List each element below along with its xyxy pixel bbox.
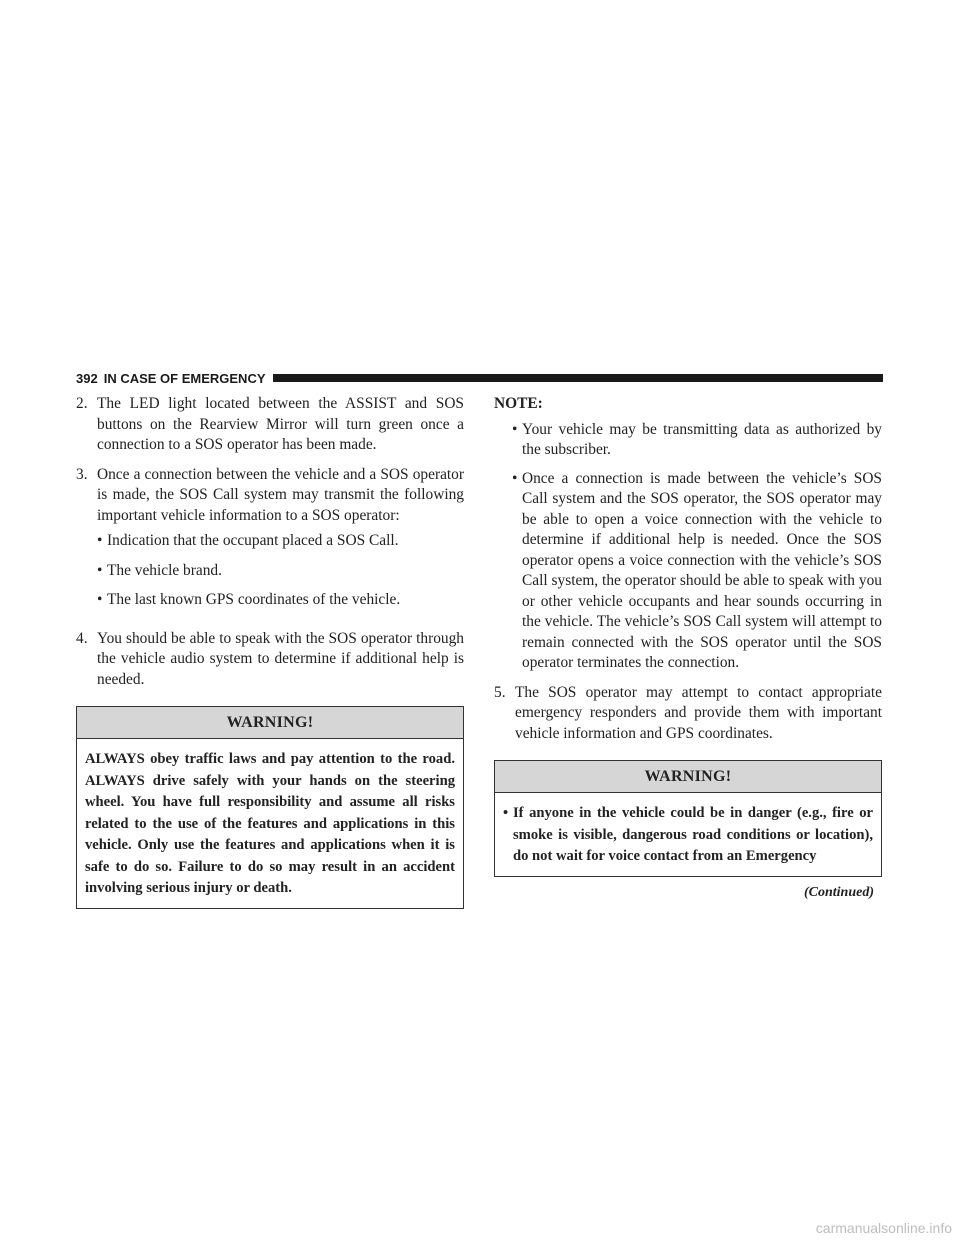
warning-title: WARNING! xyxy=(495,761,881,793)
list-item: • The vehicle brand. xyxy=(97,561,464,582)
warning-text: If anyone in the vehicle could be in danger (e.g., fire or smoke is visible, dangerous road conditions or location), do not wait for voice contact from an Emergency xyxy=(513,805,873,864)
section-title: IN CASE OF EMERGENCY xyxy=(103,370,266,386)
list-item xyxy=(503,803,873,868)
warning-box xyxy=(494,760,882,877)
vehicle-info-list xyxy=(97,531,464,611)
item-text: You should be able to speak with the SOS operator through the vehicle audio system to determine if additional help is needed. xyxy=(97,629,464,688)
bullet-icon: • xyxy=(97,532,103,549)
list-item: • Indication that the occupant placed a SOS Call. xyxy=(97,531,464,552)
bullet-icon: • xyxy=(97,561,103,579)
item-number: 2. xyxy=(76,395,88,412)
bullet-icon: • xyxy=(97,591,103,608)
list-item-4 xyxy=(76,629,464,691)
item-number: 5. xyxy=(494,683,506,701)
note-list xyxy=(494,420,882,674)
list-item: • Your vehicle may be transmitting data as authorized by the subscriber. xyxy=(512,420,882,461)
warning-text: ALWAYS obey traffic laws and pay attention to the road. ALWAYS drive safely with your hands on the steering wheel. You have full responsibility and assume all risks related to the use of the features and applications in this vehicle. Only use the features and applications when it is safe to do so. Failure to do so may result in an accident involving serious injury or death. xyxy=(85,751,455,896)
right-column xyxy=(494,394,882,903)
item-number: 3. xyxy=(76,465,88,483)
continued-label: (Continued) xyxy=(803,884,874,900)
warning-title: WARNING! xyxy=(77,707,463,739)
item-text: Once a connection between the vehicle and a SOS operator is made, the SOS Call system may transmit the following important vehicle information to a SOS operator: xyxy=(97,465,464,524)
warning-box xyxy=(76,706,464,909)
bullet-icon: • xyxy=(512,469,518,487)
item-text: The SOS operator may attempt to contact appropriate emergency responders and provide them with important vehicle information and GPS coordinates. xyxy=(515,683,882,742)
page-header xyxy=(76,369,883,387)
watermark: carmanualsonline.info xyxy=(815,1220,952,1236)
bullet-icon: • xyxy=(503,805,509,821)
list-item-5 xyxy=(494,683,882,745)
page-number: 392 xyxy=(76,370,98,386)
list-item: • Once a connection is made between the vehicle’s SOS Call system and the SOS operator, the SOS operator may be able to open a voice connection with the vehicle to determine if additional help is needed. Once the SOS operator opens a voice connection with the vehicle’s SOS Call system, the operator should be able to speak with you or other vehicle occupants and hear sounds occurring in the vehicle. The vehicle’s SOS Call system will attempt to remain connected with the SOS operator until the SOS operator terminates the connection. xyxy=(512,469,882,674)
list-item-2 xyxy=(76,394,464,456)
left-column xyxy=(76,394,464,909)
warning-list xyxy=(503,803,873,868)
bullet-icon: • xyxy=(512,420,518,438)
note-label: NOTE: xyxy=(494,395,543,412)
header-rule xyxy=(273,374,884,382)
item-text: The LED light located between the ASSIST and SOS buttons on the Rearview Mirror will turn green once a connection to a SOS operator has been made. xyxy=(97,395,464,453)
item-number: 4. xyxy=(76,629,88,647)
list-item-3 xyxy=(76,465,464,620)
list-item: • The last known GPS coordinates of the vehicle. xyxy=(97,590,464,611)
